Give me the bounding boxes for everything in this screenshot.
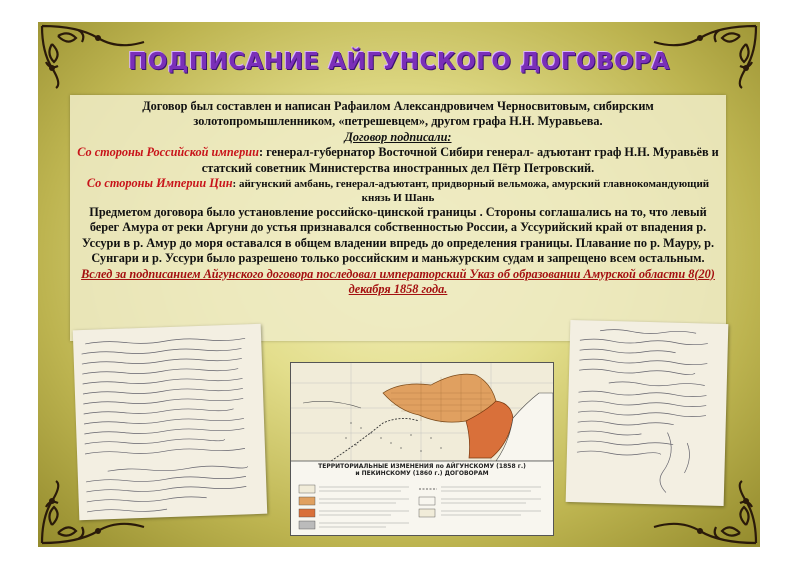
map-caption-line2: и ПЕКИНСКОМУ (1860 г.) ДОГОВОРАМ xyxy=(355,470,489,477)
manuscript-image-right xyxy=(566,320,729,506)
qing-side-paragraph xyxy=(76,176,720,205)
qing-side-text: : айгунский амбань, генерал-адъютант, придворный вельможа, амурский главнокомандующий князь И Шань xyxy=(232,178,710,205)
treaty-map xyxy=(290,362,554,536)
russian-side-label: Со стороны Российской империи xyxy=(77,145,259,160)
qing-side-label: Со стороны Империи Цин xyxy=(86,176,233,191)
signed-heading: Договор подписали: xyxy=(344,129,452,144)
slide-background xyxy=(38,22,760,547)
manuscript-image-left xyxy=(73,324,268,520)
russian-side-paragraph xyxy=(76,145,720,176)
map-caption xyxy=(291,463,553,477)
subject-paragraph: Предметом договора было установление российско-цинской границы . Стороны соглашались на то, что левый берег Амура от реки Аргуни до устья признавался собственностью России, а Уссурийский край от впадения р. Уссури в р. Амур до моря оставался в общем владении впредь до определения границы. Плавание по р. Мауру, р. Сунгари и р. Уссури было разрешено только российским и маньжурским судам и запрещено всем остальным. xyxy=(81,205,715,266)
map-caption-line1: ТЕРРИТОРИАЛЬНЫЕ ИЗМЕНЕНИЯ по АЙГУНСКОМУ (1858 г.) xyxy=(318,463,526,470)
author-paragraph: Договор был составлен и написан Рафаилом Александровичем Черносвитовым, сибирским золотопромышленником, «петрешевцем», другом графа Н.Н. Муравьева. xyxy=(142,99,654,129)
page-title: ПОДПИСАНИЕ АЙГУНСКОГО ДОГОВОРА xyxy=(128,49,670,75)
decree-paragraph: Вслед за подписанием Айгунского договора последовал императорский Указ об образовании Амурской области 8(20) декабря 1858 года. xyxy=(81,266,715,297)
treaty-text-panel xyxy=(70,95,726,341)
russian-side-text: : генерал-губернатор Восточной Сибири генерал- адъютант граф Н.Н. Муравьёв и статский советник Министерства иностранных дел Пётр Петровский. xyxy=(201,145,719,175)
